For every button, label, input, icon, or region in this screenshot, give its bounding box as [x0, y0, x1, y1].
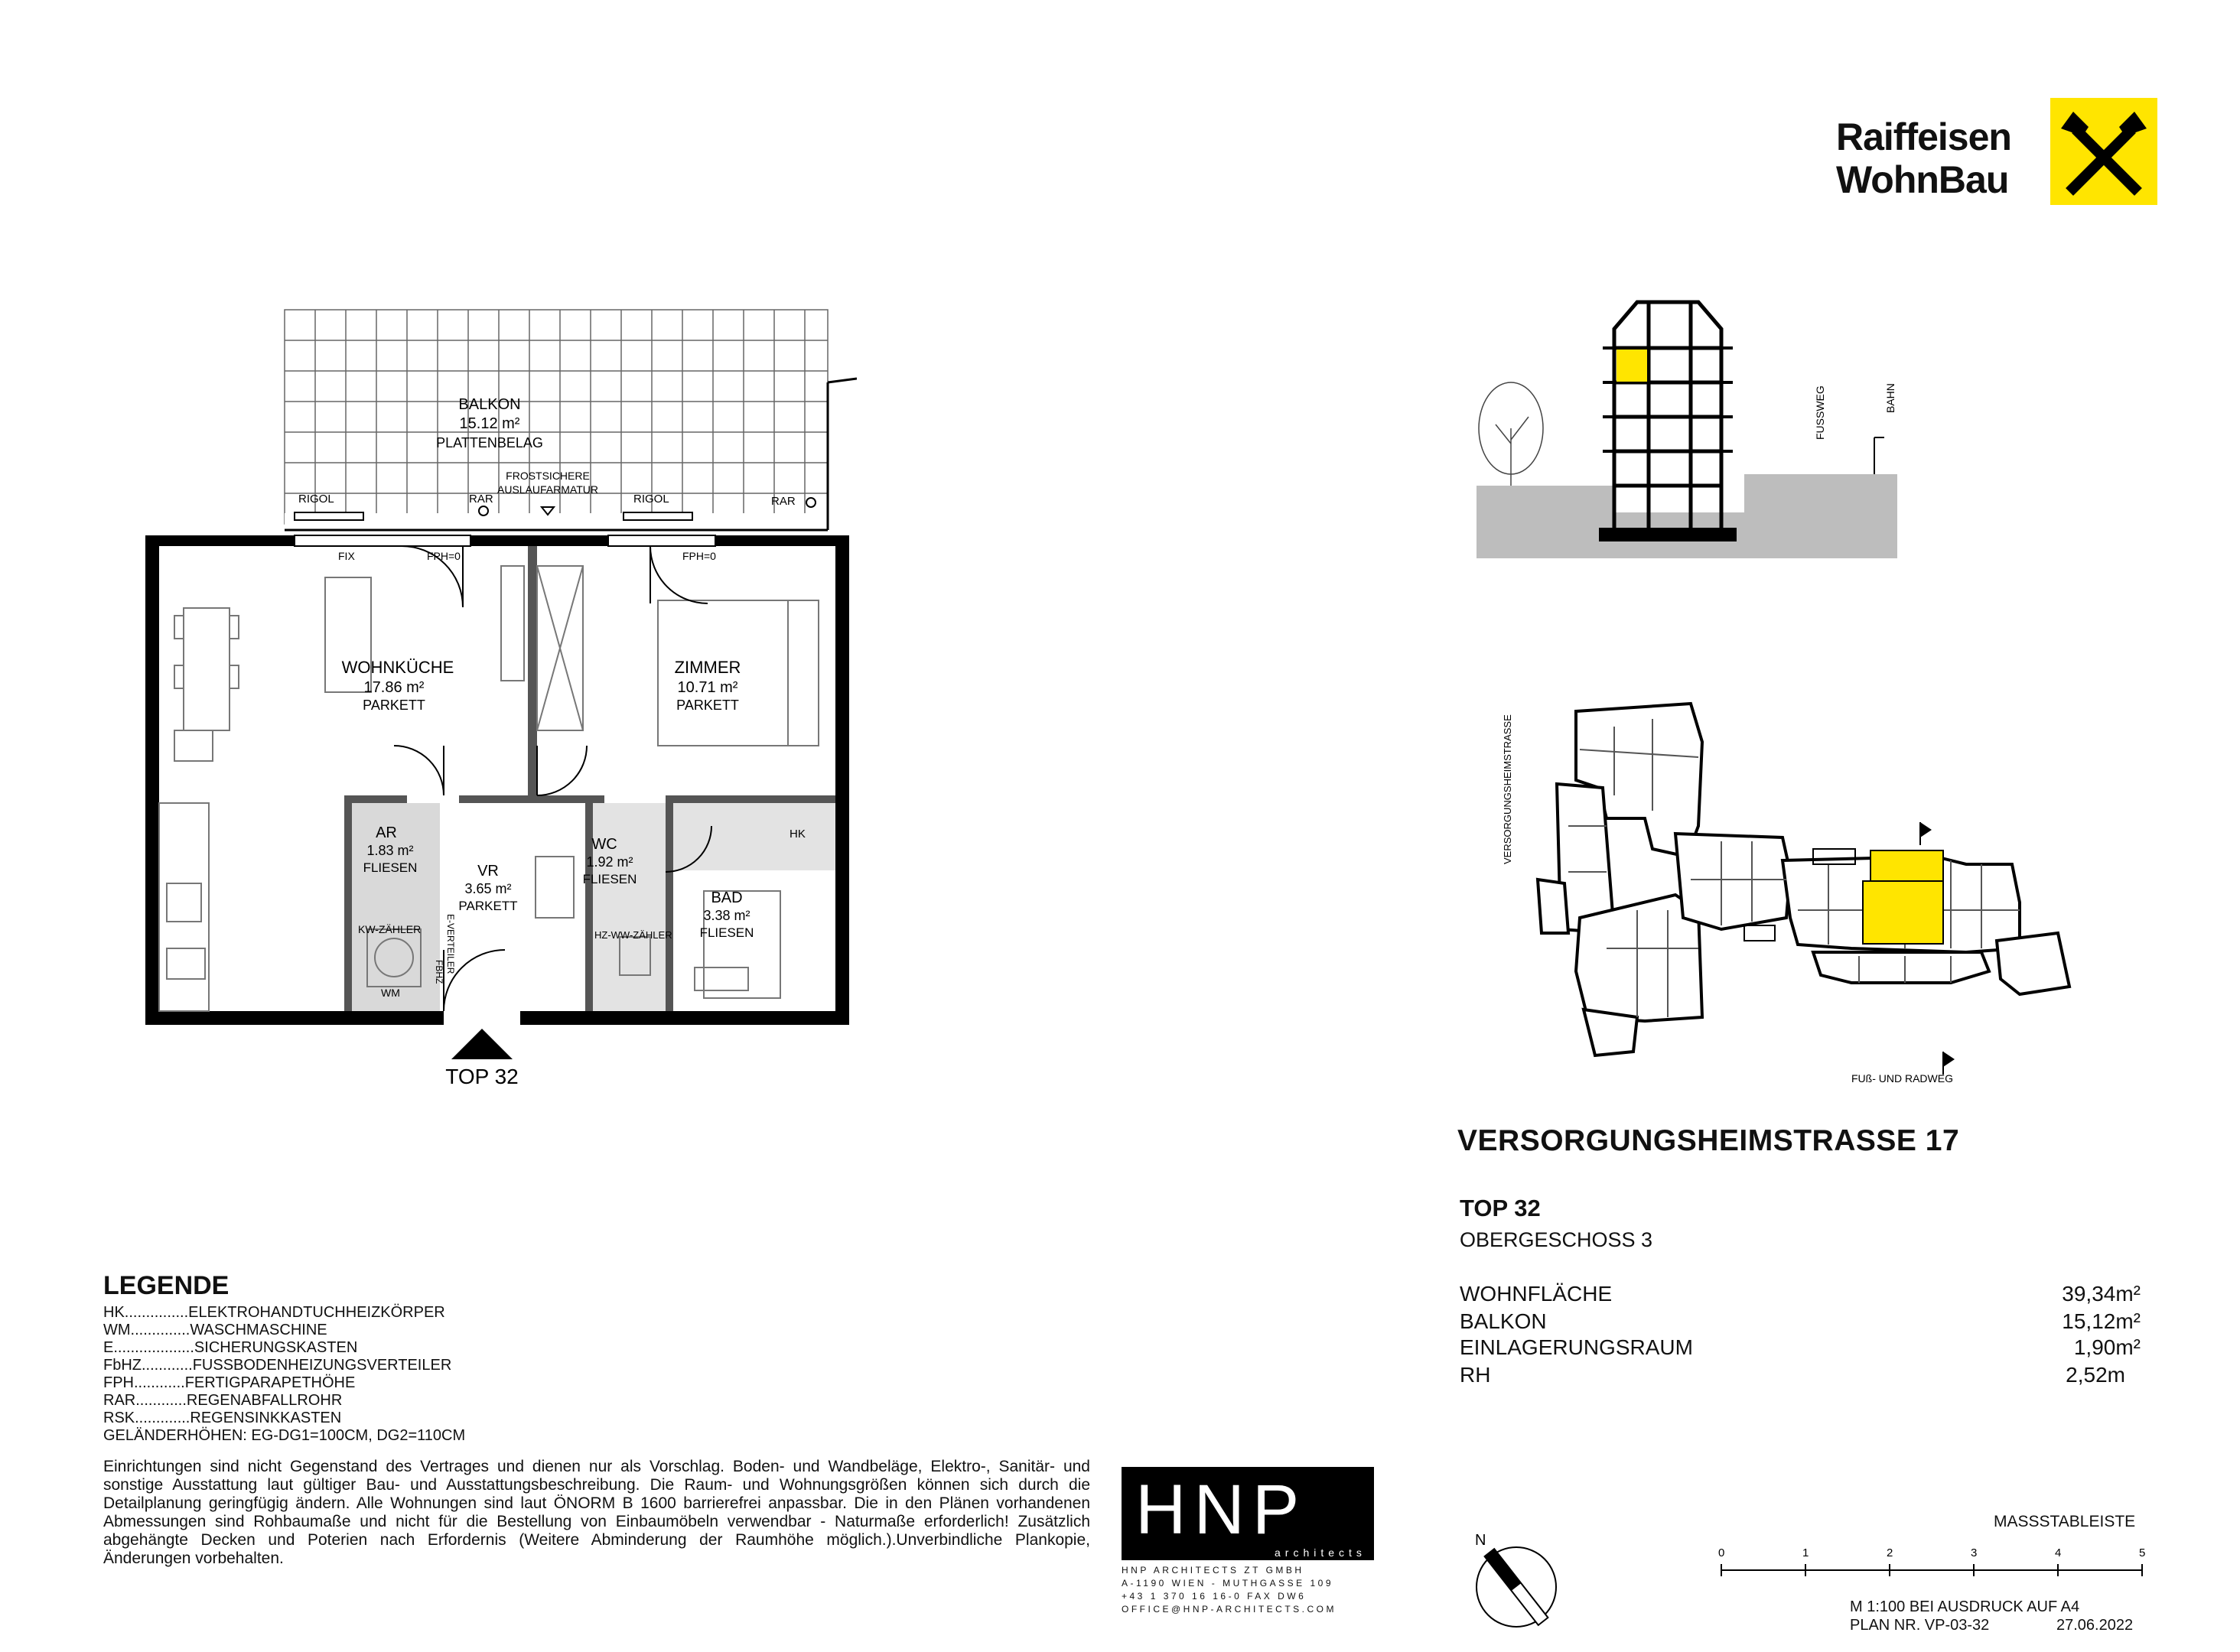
- legend-value: FERTIGPARAPETHÖHE: [184, 1374, 356, 1391]
- building-section: [1469, 275, 1913, 558]
- room-vr-area: 3.65 m²: [464, 881, 512, 896]
- site-unit-highlight-lower: [1863, 881, 1943, 944]
- architect-line4: OFFICE@HNP-ARCHITECTS.COM: [1122, 1604, 1337, 1615]
- scale-tick-2: 2: [1887, 1546, 1893, 1559]
- path-label: FUß- UND RADWEG: [1851, 1072, 1953, 1085]
- hk-label: HK: [790, 828, 806, 841]
- room-vr-floor: PARKETT: [458, 899, 518, 913]
- balcony-area: 15.12 m²: [459, 415, 520, 432]
- rigol-left-label: RIGOL: [298, 493, 334, 506]
- legend-key: RSK: [103, 1410, 135, 1426]
- room-ar-name: AR: [376, 824, 397, 841]
- site-plan: [1492, 681, 2119, 1117]
- room-wc-name: WC: [591, 836, 617, 853]
- legend-item: [103, 1392, 465, 1410]
- legend-key: FPH: [103, 1374, 134, 1391]
- fbhz-label: FBHZ: [434, 960, 444, 984]
- brand-name-line2: WohnBau: [1836, 158, 2009, 201]
- frost-label-2: AUSLAUFARMATUR: [497, 483, 598, 496]
- north-label: N: [1475, 1532, 1486, 1549]
- area-row-wohnflaeche: [1460, 1282, 2141, 1306]
- north-arrow-icon: [1461, 1530, 1568, 1637]
- legend-value: REGENSINKKASTEN: [190, 1410, 342, 1426]
- room-bad-name: BAD: [711, 889, 743, 906]
- legend-key: E: [103, 1339, 114, 1356]
- fph-left-label: FPH=0: [427, 550, 461, 562]
- legend-dots: ...............: [124, 1304, 189, 1321]
- site-unit-highlight-upper: [1870, 850, 1943, 881]
- entry-label: TOP 32: [445, 1065, 519, 1088]
- legend-value: WASCHMASCHINE: [190, 1322, 327, 1338]
- legend-key: RAR: [103, 1392, 136, 1409]
- architect-line1: HNP ARCHITECTS ZT GMBH: [1122, 1565, 1304, 1576]
- scale-title: MASSSTABLEISTE: [1994, 1513, 2136, 1530]
- bahn-label: BAHN: [1884, 383, 1897, 413]
- fix-label: FIX: [338, 550, 355, 562]
- unit-floor: OBERGESCHOSS 3: [1460, 1228, 1653, 1251]
- raiffeisen-logo: [1836, 98, 2157, 205]
- legend-value: FUSSBODENHEIZUNGSVERTEILER: [192, 1357, 452, 1374]
- area-value: 1,90m²: [2073, 1335, 2141, 1359]
- legend-key: WM: [103, 1322, 131, 1338]
- frost-label-1: FROSTSICHERE: [506, 470, 590, 482]
- rar-right-label: RAR: [771, 495, 796, 508]
- area-value: 39,34m²: [2062, 1282, 2141, 1306]
- architect-line2: A-1190 WIEN - MUTHGASSE 109: [1122, 1578, 1333, 1589]
- area-value: 15,12m²: [2062, 1309, 2141, 1333]
- scale-tick-4: 4: [2055, 1546, 2062, 1559]
- legend-item: [103, 1374, 465, 1392]
- legend-value: ELEKTROHANDTUCHHEIZKÖRPER: [188, 1304, 445, 1321]
- wm-label: WM: [381, 987, 400, 999]
- legend-key: HK: [103, 1304, 125, 1321]
- room-wc-area: 1.92 m²: [586, 854, 633, 870]
- fussweg-label: FUSSWEG: [1814, 385, 1826, 440]
- legend-item: [103, 1339, 465, 1357]
- area-row-balkon: [1460, 1309, 2141, 1334]
- legend-dots: ..............: [130, 1322, 190, 1338]
- floor-plan: [138, 302, 857, 1113]
- tree-icon: [1479, 382, 1543, 486]
- room-wohnkueche-name: WOHNKÜCHE: [341, 658, 454, 677]
- room-ar-floor: FLIESEN: [363, 860, 418, 875]
- legend-dots: .............: [135, 1410, 190, 1426]
- architect-block: [1122, 1467, 1374, 1615]
- legend-dots: ............: [142, 1357, 193, 1374]
- rar-left-label: RAR: [469, 493, 493, 506]
- area-label: EINLAGERUNGSRAUM: [1460, 1335, 1693, 1359]
- hnp-logo-sub: architects: [1275, 1546, 1366, 1559]
- scale-note: M 1:100 BEI AUSDRUCK AUF A4: [1850, 1598, 2080, 1615]
- area-label: BALKON: [1460, 1309, 1547, 1333]
- address: VERSORGUNGSHEIMSTRASSE 17: [1457, 1124, 1960, 1157]
- scale-tick-1: 1: [1802, 1546, 1809, 1559]
- scale-tick-0: 0: [1718, 1546, 1725, 1559]
- brand-name-line1: Raiffeisen: [1836, 115, 2011, 158]
- kw-zaehler-label: KW-ZÄHLER: [358, 923, 422, 935]
- legend-value: REGENABFALLROHR: [186, 1392, 343, 1409]
- plan-number: PLAN NR. VP-03-32: [1850, 1617, 1990, 1634]
- e-verteiler-label: E-VERTEILER: [445, 914, 456, 974]
- legend-dots: ............: [135, 1392, 187, 1409]
- hnp-logo: [1122, 1467, 1374, 1560]
- scale-bar: [1706, 1541, 2165, 1587]
- legend-item: [103, 1357, 465, 1374]
- scale-tick-3: 3: [1971, 1546, 1978, 1559]
- legend-dots: ...................: [113, 1339, 194, 1356]
- section-unit-highlight: [1617, 350, 1647, 382]
- plan-date: 27.06.2022: [2056, 1617, 2134, 1634]
- balcony-name: BALKON: [458, 396, 521, 413]
- room-zimmer-area: 10.71 m²: [677, 679, 738, 696]
- legend-dots: ............: [134, 1374, 185, 1391]
- hz-ww-zaehler-label: HZ-WW-ZÄHLER: [594, 929, 672, 941]
- room-zimmer-name: ZIMMER: [674, 658, 741, 677]
- legend-key: FbHZ: [103, 1357, 142, 1374]
- scale-tick-5: 5: [2139, 1546, 2146, 1559]
- rigol-right-label: RIGOL: [633, 493, 669, 506]
- area-value: 2,52m: [2066, 1363, 2125, 1387]
- hnp-logo-text: HNP: [1135, 1471, 1307, 1549]
- legend-item: [103, 1322, 465, 1339]
- area-row-rh: [1460, 1363, 2133, 1387]
- legend-item: [103, 1410, 465, 1427]
- street-label: VERSORGUNGSHEIMSTRASSE: [1502, 714, 1513, 864]
- room-zimmer-floor: PARKETT: [676, 698, 739, 713]
- area-row-einlagerung: [1460, 1335, 2141, 1360]
- disclaimer: Einrichtungen sind nicht Gegenstand des Vertrages und dienen nur als Vorschlag. Boden- und Wandbeläge, Elektro-, Sanitär- und sonstige Ausstattung laut gültiger Bau- und Ausstattungsbeschreibung. Die Raum- und Wohnungsgrößen können sich durch die Detailplanung geringfügig ändern. Alle Wohnungen sind laut ÖNORM B 1600 barrierefrei anpassbar. Die in den Plänen vorhandenen Abmessungen sind Rohbaumaße und nicht für die Bestellung von Einbaumöbeln verwendbar - Naturmaße erforderlich! Zusätzlich abgehängte Decken und Poterien nach Erfordernis (Weitere Abminderung der Raumhöhe möglich.).Unverbindliche Plankopie, Änderungen vorbehalten.: [103, 1458, 1090, 1567]
- room-wc-floor: FLIESEN: [582, 872, 637, 886]
- entry-triangle-icon: [451, 1029, 513, 1059]
- raiffeisen-gable-icon: [2050, 98, 2157, 205]
- area-label: RH: [1460, 1363, 1491, 1387]
- balcony-floor: PLATTENBELAG: [436, 435, 543, 450]
- room-ar-area: 1.83 m²: [366, 843, 414, 858]
- room-wohnkueche-area: 17.86 m²: [363, 679, 425, 696]
- legend-railing: GELÄNDERHÖHEN: EG-DG1=100CM, DG2=110CM: [103, 1427, 466, 1444]
- legend-list: [103, 1304, 465, 1445]
- room-bad-floor: FLIESEN: [699, 925, 754, 940]
- room-bad-area: 3.38 m²: [703, 908, 750, 923]
- legend-item: [103, 1304, 465, 1322]
- legend-value: SICHERUNGSKASTEN: [194, 1339, 358, 1356]
- legend: [103, 1271, 465, 1445]
- room-wohnkueche-floor: PARKETT: [363, 698, 425, 713]
- room-vr-name: VR: [477, 863, 499, 880]
- architect-line3: +43 1 370 16 16-0 FAX DW6: [1122, 1591, 1307, 1602]
- fph-right-label: FPH=0: [682, 550, 716, 562]
- unit-title: TOP 32: [1460, 1195, 1541, 1221]
- area-label: WOHNFLÄCHE: [1460, 1282, 1613, 1306]
- legend-title: LEGENDE: [103, 1271, 230, 1300]
